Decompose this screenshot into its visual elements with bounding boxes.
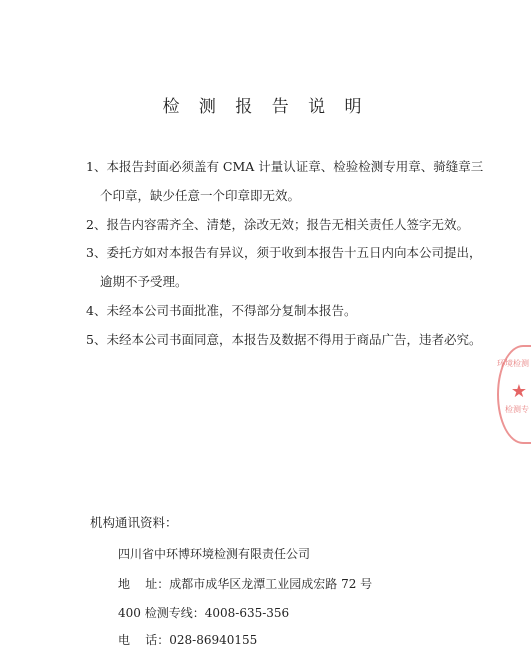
contact-section-label: 机构通讯资料： <box>90 515 178 530</box>
notice-item-3-line-1: 3、委托方如对本报告有异议，须于收到本报告十五日内向本公司提出， <box>86 245 482 260</box>
seal-text-bottom: 检测专 <box>505 405 529 414</box>
page-title: 检 测 报 告 说 明 <box>162 97 369 117</box>
notice-item-5: 5、未经本公司书面同意，本报告及数据不得用于商品广告，违者必究。 <box>86 332 482 347</box>
notice-item-3-line-2: 逾期不予受理。 <box>100 274 188 289</box>
hotline: 400 检测专线：4008-635-356 <box>118 606 290 620</box>
seal-text-top: 环境检测 <box>497 359 529 368</box>
notice-item-1-line-1: 1、本报告封面必须盖有 CMA 计量认证章、检验检测专用章、骑缝章三 <box>86 159 484 174</box>
notice-item-4: 4、未经本公司书面批准，不得部分复制本报告。 <box>86 303 357 318</box>
notice-item-1-line-2: 个印章，缺少任意一个印章即无效。 <box>100 188 301 203</box>
seal-star-icon: ★ <box>510 381 527 402</box>
company-name: 四川省中环博环境检测有限责任公司 <box>118 547 311 561</box>
company-address: 地 址：成都市成华区龙潭工业园成宏路 72 号 <box>118 577 373 591</box>
phone: 电 话：028-86940155 <box>118 633 258 647</box>
notice-item-2: 2、报告内容需齐全、清楚，涂改无效；报告无相关责任人签字无效。 <box>86 217 469 232</box>
